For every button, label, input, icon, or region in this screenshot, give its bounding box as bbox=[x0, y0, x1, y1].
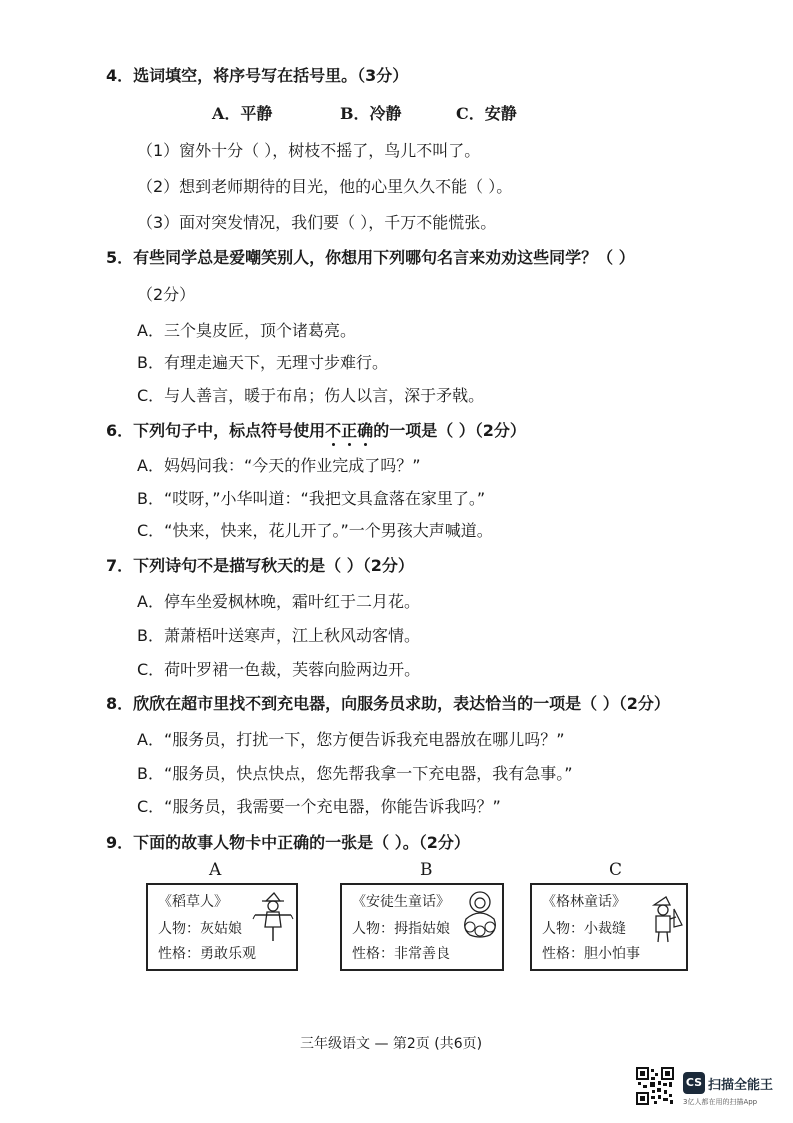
card-c-person: 人物：小裁缝 bbox=[542, 921, 626, 937]
q6-option-c: C．“快来，快来，花儿开了。”一个男孩大声喊道。 bbox=[137, 521, 493, 540]
camscanner-logo: CS bbox=[683, 1072, 705, 1094]
q5-stem: 5．有些同学总是爱嘲笑别人，你想用下列哪句名言来劝劝这些同学？（ ） bbox=[106, 248, 635, 267]
q7-stem: 7．下列诗句不是描写秋天的是（ ）（2分） bbox=[106, 556, 414, 575]
q7-option-c: C．荷叶罗裙一色裁，芙蓉向脸两边开。 bbox=[137, 660, 421, 679]
q4-option-c: C．安静 bbox=[456, 104, 517, 123]
q4-item-1: （1）窗外十分（ ），树枝不摇了，鸟儿不叫了。 bbox=[137, 141, 481, 160]
q4-stem: 4．选词填空，将序号写在括号里。（3分） bbox=[106, 66, 409, 85]
q4-item-2: （2）想到老师期待的目光，他的心里久久不能（ ）。 bbox=[137, 177, 513, 196]
q4-item-3: （3）面对突发情况，我们要（ ），千万不能慌张。 bbox=[137, 213, 497, 232]
card-a-trait: 性格：勇敢乐观 bbox=[158, 946, 256, 962]
card-b-trait: 性格：非常善良 bbox=[352, 946, 450, 962]
card-a-person: 人物：灰姑娘 bbox=[158, 921, 242, 937]
q6-option-b: B．“哎呀，”小华叫道：“我把文具盒落在家里了。” bbox=[137, 489, 486, 508]
thumbelina-icon bbox=[458, 889, 502, 939]
q8-stem: 8．欣欣在超市里找不到充电器，向服务员求助，表达恰当的一项是（ ）（2分） bbox=[106, 694, 670, 713]
q4-option-a: A．平静 bbox=[212, 104, 273, 123]
tailor-icon bbox=[644, 895, 686, 945]
q6-stem: 6．下列句子中，标点符号使用不正确的一项是（ ）（2分） bbox=[106, 421, 526, 440]
card-a-label: A bbox=[209, 860, 222, 880]
character-card-a bbox=[146, 883, 298, 971]
q8-option-c: C．“服务员，我需要一个充电器，你能告诉我吗？” bbox=[137, 797, 501, 816]
card-c-trait: 性格：胆小怕事 bbox=[542, 946, 640, 962]
q8-option-b: B．“服务员，快点快点，您先帮我拿一下充电器，我有急事。” bbox=[137, 764, 573, 783]
card-b-book: 《安徒生童话》 bbox=[352, 894, 450, 910]
card-b-label: B bbox=[420, 860, 433, 880]
card-c-book: 《格林童话》 bbox=[542, 894, 626, 910]
page-footer: 三年级语文 — 第2页 (共6页) bbox=[300, 1036, 483, 1052]
q5-option-c: C．与人善言，暖于布帛；伤人以言，深于矛戟。 bbox=[137, 386, 485, 405]
scarecrow-icon bbox=[252, 891, 294, 943]
card-c-label: C bbox=[609, 860, 623, 880]
character-card-b bbox=[340, 883, 504, 971]
q7-option-b: B．萧萧梧叶送寒声，江上秋风动客情。 bbox=[137, 626, 420, 645]
q5-option-b: B．有理走遍天下，无理寸步难行。 bbox=[137, 353, 388, 372]
card-a-book: 《稻草人》 bbox=[158, 894, 228, 910]
q7-option-a: A．停车坐爱枫林晚，霜叶红于二月花。 bbox=[137, 592, 420, 611]
q9-stem: 9．下面的故事人物卡中正确的一张是（ ）。（2分） bbox=[106, 833, 470, 852]
q6-option-a: A．妈妈问我：“今天的作业完成了吗？” bbox=[137, 456, 421, 475]
q8-option-a: A．“服务员，打扰一下，您方便告诉我充电器放在哪儿吗？” bbox=[137, 730, 565, 749]
q4-option-b: B．冷静 bbox=[340, 104, 402, 123]
character-card-c bbox=[530, 883, 688, 971]
watermark-subtitle: 3亿人都在用的扫描App bbox=[683, 1098, 758, 1106]
qr-code-icon bbox=[636, 1067, 674, 1105]
watermark-title: 扫描全能王 bbox=[708, 1078, 774, 1093]
q5-score: （2分） bbox=[137, 285, 196, 304]
q5-option-a: A．三个臭皮匠，顶个诸葛亮。 bbox=[137, 321, 356, 340]
card-b-person: 人物：拇指姑娘 bbox=[352, 921, 450, 937]
